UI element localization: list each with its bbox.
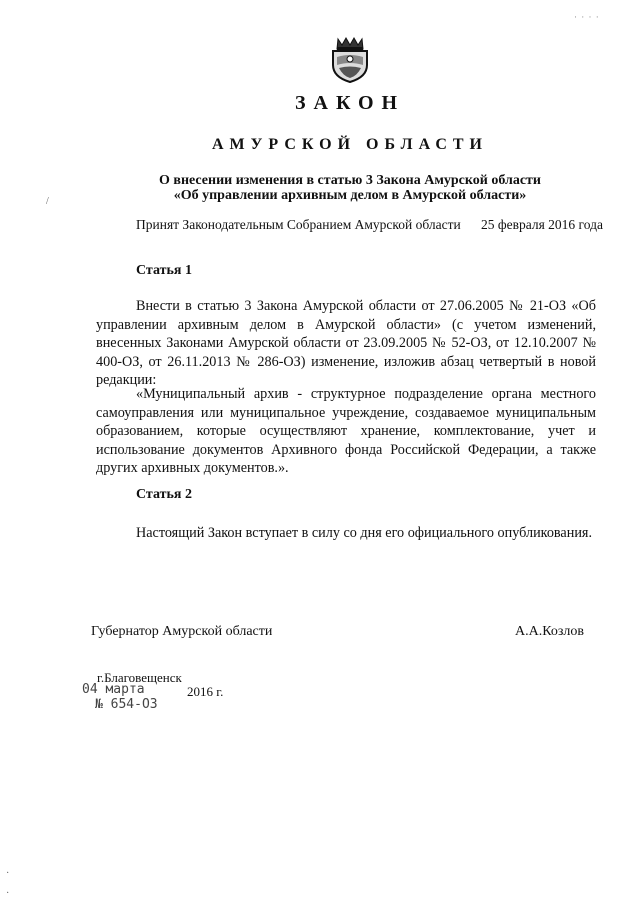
law-subject-line-1: О внесении изменения в статью 3 Закона Амурской области xyxy=(159,173,541,188)
coat-of-arms-icon xyxy=(329,35,371,83)
signer-name: А.А.Козлов xyxy=(515,624,584,639)
city-name: г.Благовещенск xyxy=(97,670,182,685)
year-text: 2016 г. xyxy=(187,684,224,699)
stamp-date: 04 марта xyxy=(82,682,145,697)
article-1-paragraph-2: «Муниципальный архив - структурное подразделение органа местного самоуправления или муниципальное учреждение, создаваемое муниципальным образованием, которые осуществляют хранение, комплектование, учет и использование документов Архивного фонда Российской Федерации, а также других архивных документов.». xyxy=(96,386,596,476)
scan-speck: · xyxy=(6,868,10,879)
signer-title: Губернатор Амурской области xyxy=(91,624,273,639)
law-title: ЗАКОН xyxy=(294,92,406,114)
adopted-date: 25 февраля 2016 года xyxy=(481,217,603,232)
article-2-heading: Статья 2 xyxy=(136,487,192,502)
law-subject xyxy=(0,173,640,203)
adopted-by-text: Принят Законодательным Собранием Амурской области xyxy=(136,217,461,232)
scan-speck: / xyxy=(46,196,49,207)
article-1-paragraph-1: Внести в статью 3 Закона Амурской области от 27.06.2005 № 21-ОЗ «Об управлении архивным делом в Амурской области» (с учетом изменений, внесенных Законами Амурской области от 23.09.2005 № 52-ОЗ, от 12.10.2007 № 400-ОЗ, от 26.11.2013 № 286-ОЗ) изменение, изложив абзац четвертый в новой редакции: xyxy=(96,298,596,388)
article-1-heading: Статья 1 xyxy=(136,263,192,278)
stamp-number: № 654-ОЗ xyxy=(95,697,158,712)
scan-speck: · xyxy=(6,888,10,899)
scan-noise-mark: · · · · xyxy=(574,12,600,22)
law-subject-line-2: «Об управлении архивным делом в Амурской области» xyxy=(173,188,527,203)
region-title: АМУРСКОЙ ОБЛАСТИ xyxy=(212,136,488,153)
article-2-paragraph: Настоящий Закон вступает в силу со дня его официального опубликования. xyxy=(136,525,592,541)
